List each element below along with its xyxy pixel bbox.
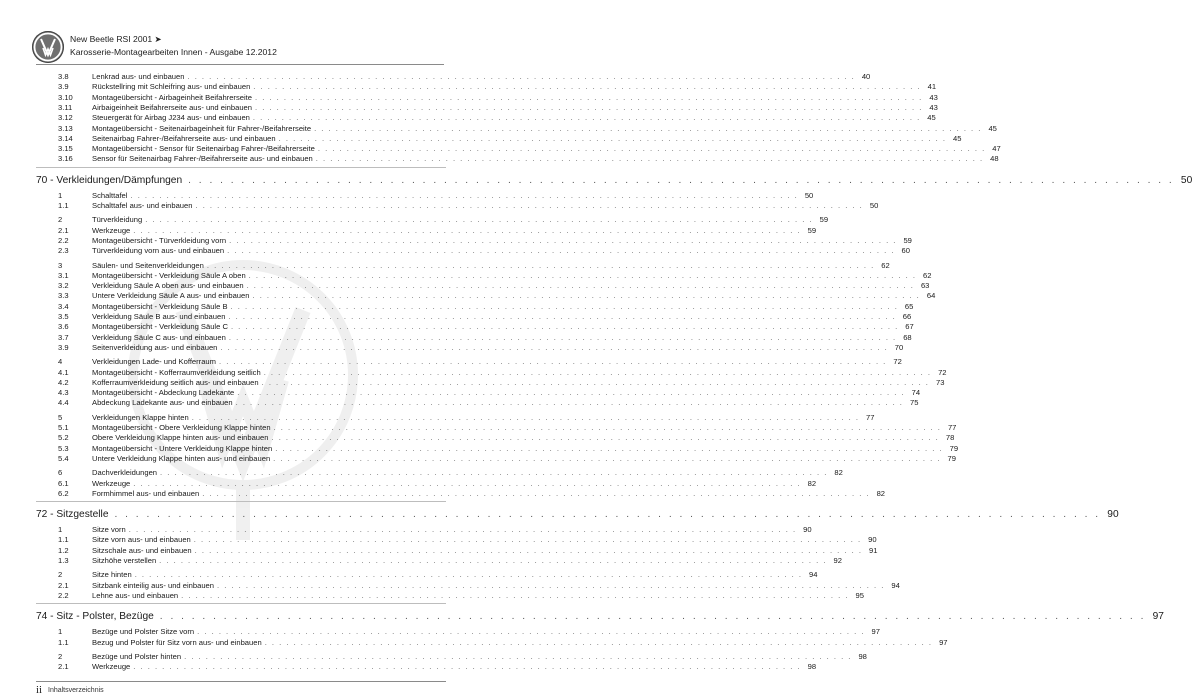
footer-divider	[36, 681, 446, 682]
dot-leader	[314, 124, 982, 134]
toc-entry-page: 40	[861, 72, 871, 81]
toc-entry-title: Sitze hinten	[92, 570, 132, 580]
toc-entry-number: 3	[58, 260, 63, 270]
toc-entry-page: 45	[988, 123, 997, 133]
toc-entry-title: Bezug und Polster für Sitz vorn aus- und einbauen	[92, 637, 262, 647]
toc-entry[interactable]	[58, 332, 912, 343]
dot-leader	[227, 246, 895, 256]
dot-leader	[195, 546, 863, 556]
toc-entry-title: Seitenverkleidung aus- und einbauen	[92, 342, 218, 352]
dot-leader	[160, 610, 1146, 624]
toc-entry-title: Abdeckung Ladekante aus- und einbauen	[92, 398, 233, 408]
toc-entry-page: 45	[927, 113, 936, 123]
chapter-page: 90	[1107, 509, 1119, 521]
toc-entry[interactable]	[58, 388, 921, 398]
toc-entry-number: 1	[58, 190, 63, 200]
dot-leader	[264, 368, 932, 378]
footer-label: Inhaltsverzeichnis	[48, 687, 104, 694]
toc-entry-page: 50	[804, 190, 814, 200]
dot-leader	[255, 93, 923, 103]
toc-entry[interactable]	[58, 235, 912, 246]
toc-entry-title: Montageübersicht - Abdeckung Ladekante	[92, 388, 235, 398]
toc-entry-title: Untere Verkleidung Säule A aus- und einbauen	[92, 291, 250, 301]
toc-entry-page: 74	[911, 388, 921, 398]
toc-entry[interactable]	[58, 270, 932, 281]
toc-entry-number: 3.1	[58, 270, 69, 280]
toc-entry-title: Rückstellring mit Schleifring aus- und einbauen	[92, 82, 251, 92]
toc-entry-title: Werkzeuge	[92, 478, 131, 488]
toc-entry-page: 62	[923, 270, 932, 280]
toc-entry-number: 4.1	[58, 367, 69, 377]
toc-entry-title: Montageübersicht - Verkleidung Säule A oben	[92, 270, 246, 280]
dot-leader	[255, 103, 923, 113]
toc-entry-page: 78	[945, 433, 955, 443]
toc-entry-title: Verkleidung Säule B aus- und einbauen	[92, 312, 226, 321]
dot-leader	[159, 556, 827, 566]
toc-entry-page: 50	[869, 201, 879, 210]
toc-entry[interactable]	[58, 201, 879, 211]
toc-entry-page: 70	[894, 342, 904, 352]
toc-entry-number: 5	[58, 412, 63, 422]
toc-entry[interactable]	[58, 478, 817, 489]
dot-leader	[262, 378, 930, 388]
toc-entry-number: 2.1	[58, 662, 69, 672]
toc-entry-title: Seitenairbag Fahrer-/Beifahrerseite aus- und einbauen	[92, 133, 276, 143]
toc-entry-page: 43	[929, 102, 938, 112]
toc-entry-title: Montageübersicht - Verkleidung Säule B	[92, 301, 228, 311]
toc-entry-number: 1.2	[58, 545, 69, 555]
dot-leader	[187, 72, 855, 82]
toc-entry-title: Sitze vorn	[92, 525, 126, 535]
toc-entry-title: Schalttafel	[92, 190, 128, 200]
toc-entry[interactable]	[58, 535, 877, 545]
dot-leader	[181, 591, 849, 601]
document-subtitle: Karosserie-Montagearbeiten Innen - Ausgabe 12.2012	[70, 47, 277, 57]
dot-leader	[275, 444, 943, 454]
toc-entry[interactable]	[58, 443, 959, 454]
toc-entry-page: 98	[807, 662, 817, 672]
dot-leader	[318, 144, 986, 154]
toc-entry-title: Sitzschale aus- und einbauen	[92, 545, 192, 555]
toc-entry-page: 92	[833, 556, 842, 565]
toc-entry[interactable]	[58, 662, 817, 672]
dot-leader	[316, 154, 984, 164]
toc-entry-page: 82	[807, 478, 817, 488]
toc-entry-title: Airbaigeinheit Beifahrerseite aus- und einbauen	[92, 102, 252, 112]
toc-entry-page: 63	[920, 281, 930, 291]
toc-entry[interactable]	[58, 468, 843, 478]
dot-leader	[192, 413, 860, 423]
toc-entry-page: 65	[904, 301, 914, 311]
toc-entry-number: 3.12	[58, 113, 73, 123]
toc-entry-number: 3.2	[58, 281, 69, 291]
dot-leader	[252, 291, 920, 301]
toc-entry[interactable]	[58, 525, 812, 535]
section-divider	[36, 501, 446, 502]
toc-entry-page: 82	[876, 488, 886, 498]
dot-leader	[188, 174, 1174, 188]
toc-entry-page: 64	[926, 291, 936, 301]
toc-entry-title: Montageübersicht - Airbageinheit Beifahrerseite	[92, 92, 252, 102]
toc-entry-page: 77	[866, 412, 875, 422]
toc-entry-title: Formhimmel aus- und einbauen	[92, 488, 200, 498]
toc-entry-title: Werkzeuge	[92, 225, 131, 235]
toc-entry-number: 3.8	[58, 72, 69, 81]
toc-entry[interactable]	[58, 225, 817, 236]
toc-entry-number: 1	[58, 525, 63, 535]
toc-entry-page: 48	[990, 154, 999, 164]
toc-entry-title: Sitzbank einteilig aus- und einbauen	[92, 580, 215, 590]
toc-entry-number: 3.14	[58, 133, 73, 143]
toc-entry-number: 5.1	[58, 423, 69, 432]
chapter-page: 50	[1180, 174, 1192, 186]
toc-entry-title: Türverkleidung vorn aus- und einbauen	[92, 246, 225, 256]
toc-entry[interactable]	[58, 190, 814, 201]
toc-entry-number: 2.2	[58, 235, 69, 245]
toc-entry[interactable]	[58, 423, 957, 433]
dot-leader	[130, 191, 798, 201]
toc-entry-title: Steuergerät für Airbag J234 aus- und einbauen	[92, 113, 250, 123]
toc-entry-title: Lehne aus- und einbauen	[92, 590, 179, 600]
dot-leader	[129, 525, 797, 535]
toc-entry-number: 2.3	[58, 246, 69, 256]
toc-entry-page: 66	[902, 312, 912, 321]
toc-entry-page: 62	[881, 260, 890, 270]
toc-entry-title: Montageübersicht - Untere Verkleidung Klappe hinten	[92, 443, 273, 453]
dot-leader	[133, 479, 801, 489]
toc-entry[interactable]	[58, 215, 829, 225]
toc-entry-number: 3.6	[58, 322, 69, 332]
toc-entry-number: 4.3	[58, 388, 69, 398]
toc-entry[interactable]	[58, 488, 886, 499]
toc-entry-title: Säulen- und Seitenverkleidungen	[92, 260, 204, 270]
toc-entry[interactable]	[58, 357, 902, 367]
toc-entry-number: 2.1	[58, 580, 69, 590]
toc-entry[interactable]	[58, 144, 1001, 154]
toc-entry-page: 79	[947, 453, 956, 463]
toc-entry-page: 94	[809, 570, 818, 580]
toc-entry-page: 77	[947, 423, 957, 432]
toc-entry-number: 3.13	[58, 123, 73, 133]
toc-entry-page: 75	[909, 398, 919, 408]
toc-entry[interactable]	[58, 246, 910, 256]
toc-entry[interactable]	[58, 580, 900, 591]
toc-entry-page: 68	[903, 332, 912, 342]
toc-chapter-heading[interactable]	[36, 610, 1164, 624]
toc-entry-page: 73	[935, 377, 945, 387]
toc-entry-number: 2.2	[58, 590, 69, 600]
toc-entry-number: 5.4	[58, 453, 69, 463]
toc-entry-title: Montageübersicht - Seitenairbageinheit für Fahrer-/Beifahrerseite	[92, 123, 312, 133]
chapter-title: 72 - Sitzgestelle	[36, 509, 109, 521]
toc-entry-title: Werkzeuge	[92, 662, 131, 672]
toc-entry[interactable]	[58, 367, 947, 378]
dot-leader	[145, 215, 813, 225]
toc-entry[interactable]	[58, 433, 955, 443]
section-divider	[36, 167, 446, 168]
toc-entry[interactable]	[58, 133, 962, 144]
dot-leader	[247, 281, 915, 291]
toc-entry-number: 5.2	[58, 433, 69, 443]
toc-chapter-heading[interactable]	[36, 508, 1119, 522]
page-number: ii	[36, 684, 43, 696]
dot-leader	[202, 489, 870, 499]
toc-entry-title: Verkleidungen Lade- und Kofferraum	[92, 357, 216, 367]
dot-leader	[229, 333, 897, 343]
toc-entry[interactable]	[58, 82, 937, 92]
toc-entry-number: 3.3	[58, 291, 69, 301]
toc-entry-number: 3.10	[58, 92, 73, 102]
toc-entry[interactable]	[58, 570, 818, 580]
toc-entry-page: 43	[929, 92, 938, 102]
toc-entry-page: 90	[868, 535, 877, 545]
toc-entry-page: 98	[858, 651, 867, 661]
section-divider	[36, 603, 446, 604]
toc-entry-page: 91	[869, 545, 878, 555]
toc-entry-number: 1	[58, 627, 63, 637]
dot-leader	[219, 357, 887, 367]
chapter-title: 74 - Sitz - Polster, Bezüge	[36, 611, 154, 623]
toc-entry-page: 41	[927, 82, 937, 92]
toc-entry[interactable]	[58, 72, 871, 82]
toc-entry-page: 95	[855, 590, 864, 600]
chapter-page: 97	[1152, 611, 1164, 623]
dot-leader	[274, 423, 942, 433]
dot-leader	[236, 398, 904, 408]
toc-entry-title: Sitzhöhe verstellen	[92, 556, 157, 565]
toc-entry-number: 3.7	[58, 332, 69, 342]
toc-entry-number: 2.1	[58, 225, 69, 235]
toc-entry-number: 3.9	[58, 342, 69, 352]
toc-entry[interactable]	[58, 312, 912, 322]
dot-leader	[114, 508, 1100, 522]
toc-entry-number: 4.4	[58, 398, 69, 408]
toc-entry[interactable]	[58, 154, 999, 164]
toc-entry-page: 72	[893, 357, 902, 367]
toc-entry-number: 4	[58, 357, 63, 367]
toc-entry[interactable]	[58, 322, 914, 332]
toc-entry-number: 2	[58, 570, 63, 580]
toc-entry-number: 4.2	[58, 377, 69, 387]
toc-entry[interactable]	[58, 453, 956, 464]
document-title: New Beetle RSI 2001 ➤	[70, 34, 162, 44]
toc-entry-page: 82	[834, 468, 843, 478]
toc-entry-page: 79	[949, 443, 959, 453]
toc-entry[interactable]	[58, 102, 938, 113]
toc-entry-number: 2	[58, 215, 63, 225]
dot-leader	[194, 535, 862, 545]
toc-entry-number: 1.1	[58, 637, 69, 647]
dot-leader	[253, 113, 921, 123]
toc-entry-number: 1.1	[58, 535, 69, 545]
toc-entry-page: 45	[953, 133, 962, 143]
dot-leader	[207, 261, 875, 271]
toc-entry-number: 6.1	[58, 478, 69, 488]
toc-entry-number: 3.16	[58, 154, 73, 164]
toc-entry-title: Verkleidungen Klappe hinten	[92, 412, 189, 422]
toc-entry[interactable]	[58, 301, 914, 312]
toc-entry-number: 3.9	[58, 82, 69, 92]
toc-entry-title: Bezüge und Polster hinten	[92, 651, 182, 661]
toc-entry-page: 72	[938, 367, 947, 377]
toc-entry[interactable]	[58, 398, 919, 408]
toc-entry-title: Sensor für Seitenairbag Fahrer-/Beifahrerseite aus- und einbauen	[92, 154, 313, 164]
toc-entry-page: 90	[803, 525, 812, 535]
toc-entry-title: Montageübersicht - Obere Verkleidung Klappe hinten	[92, 423, 271, 432]
dot-leader	[229, 236, 897, 246]
toc-entry[interactable]	[58, 291, 936, 301]
toc-entry[interactable]	[58, 627, 880, 637]
dot-leader	[237, 388, 905, 398]
dot-leader	[197, 627, 865, 637]
toc-entry-title: Untere Verkleidung Klappe hinten aus- und einbauen	[92, 453, 271, 463]
toc-entry-title: Lenkrad aus- und einbauen	[92, 72, 185, 81]
toc-entry-page: 59	[819, 215, 829, 225]
toc-entry-title: Schalttafel aus- und einbauen	[92, 201, 193, 210]
toc-entry-title: Bezüge und Polster Sitze vorn	[92, 627, 195, 637]
toc-entry-page: 94	[891, 580, 900, 590]
dot-leader	[253, 82, 921, 92]
dot-leader	[231, 322, 899, 332]
toc-entry-page: 59	[903, 235, 912, 245]
toc-entry-title: Verkleidung Säule A oben aus- und einbauen	[92, 281, 244, 291]
dot-leader	[217, 581, 885, 591]
toc-entry-page: 47	[992, 144, 1001, 154]
toc-entry-title: Montageübersicht - Verkleidung Säule C	[92, 322, 228, 332]
toc-entry-number: 3.15	[58, 144, 73, 154]
dot-leader	[133, 662, 801, 672]
dot-leader	[273, 454, 941, 464]
toc-entry-title: Kofferraumverkleidung seitlich aus- und einbauen	[92, 377, 259, 387]
toc-entry[interactable]	[58, 281, 930, 291]
toc-chapter-heading[interactable]	[36, 174, 1192, 188]
dot-leader	[220, 343, 888, 353]
toc-entry-title: Montageübersicht - Sensor für Seitenairbag Fahrer-/Beifahrerseite	[92, 144, 315, 154]
toc-entry-page: 60	[901, 246, 910, 256]
toc-entry-title: Montageübersicht - Kofferraumverkleidung seitlich	[92, 367, 261, 377]
toc-entry-number: 3.5	[58, 312, 69, 321]
toc-entry[interactable]	[58, 545, 878, 556]
toc-entry[interactable]	[58, 113, 936, 123]
dot-leader	[228, 312, 896, 322]
toc-entry-number: 6.2	[58, 488, 69, 498]
toc-entry-title: Verkleidung Säule C aus- und einbauen	[92, 332, 226, 342]
toc-entry[interactable]	[58, 556, 842, 566]
toc-entry[interactable]	[58, 651, 867, 662]
dot-leader	[279, 134, 947, 144]
toc-entry-page: 59	[807, 225, 817, 235]
toc-entry[interactable]	[58, 637, 948, 648]
toc-entry-number: 1.3	[58, 556, 69, 565]
dot-leader	[133, 226, 801, 236]
toc-entry[interactable]	[58, 92, 938, 103]
dot-leader	[195, 201, 863, 211]
toc-entry-number: 2	[58, 651, 63, 661]
dot-leader	[265, 638, 933, 648]
dot-leader	[231, 302, 899, 312]
toc-entry-title: Sitze vorn aus- und einbauen	[92, 535, 191, 545]
dot-leader	[271, 433, 939, 443]
toc-entry-number: 3.4	[58, 301, 69, 311]
toc-entry[interactable]	[58, 412, 875, 423]
toc-entry-number: 6	[58, 468, 63, 478]
chapter-title: 70 - Verkleidungen/Dämpfungen	[36, 174, 183, 186]
toc-entry-number: 3.11	[58, 102, 73, 112]
dot-leader	[135, 570, 803, 580]
toc-entry-number: 5.3	[58, 443, 69, 453]
toc-entry-page: 97	[939, 637, 948, 647]
toc-entry[interactable]	[58, 123, 997, 134]
toc-entry-title: Obere Verkleidung Klappe hinten aus- und einbauen	[92, 433, 269, 443]
toc-entry-page: 97	[871, 627, 880, 637]
toc-entry[interactable]	[58, 260, 890, 271]
toc-entry[interactable]	[58, 377, 945, 388]
dot-leader	[249, 271, 917, 281]
toc-entry-title: Dachverkleidungen	[92, 468, 158, 478]
toc-entry-title: Türverkleidung	[92, 215, 143, 225]
dot-leader	[184, 652, 852, 662]
dot-leader	[160, 468, 828, 478]
toc-entry-number: 1.1	[58, 201, 69, 210]
toc-entry-page: 67	[905, 322, 914, 332]
toc-entry[interactable]	[58, 590, 864, 601]
toc-entry-title: Montageübersicht - Türverkleidung vorn	[92, 235, 227, 245]
toc-entry[interactable]	[58, 342, 904, 353]
